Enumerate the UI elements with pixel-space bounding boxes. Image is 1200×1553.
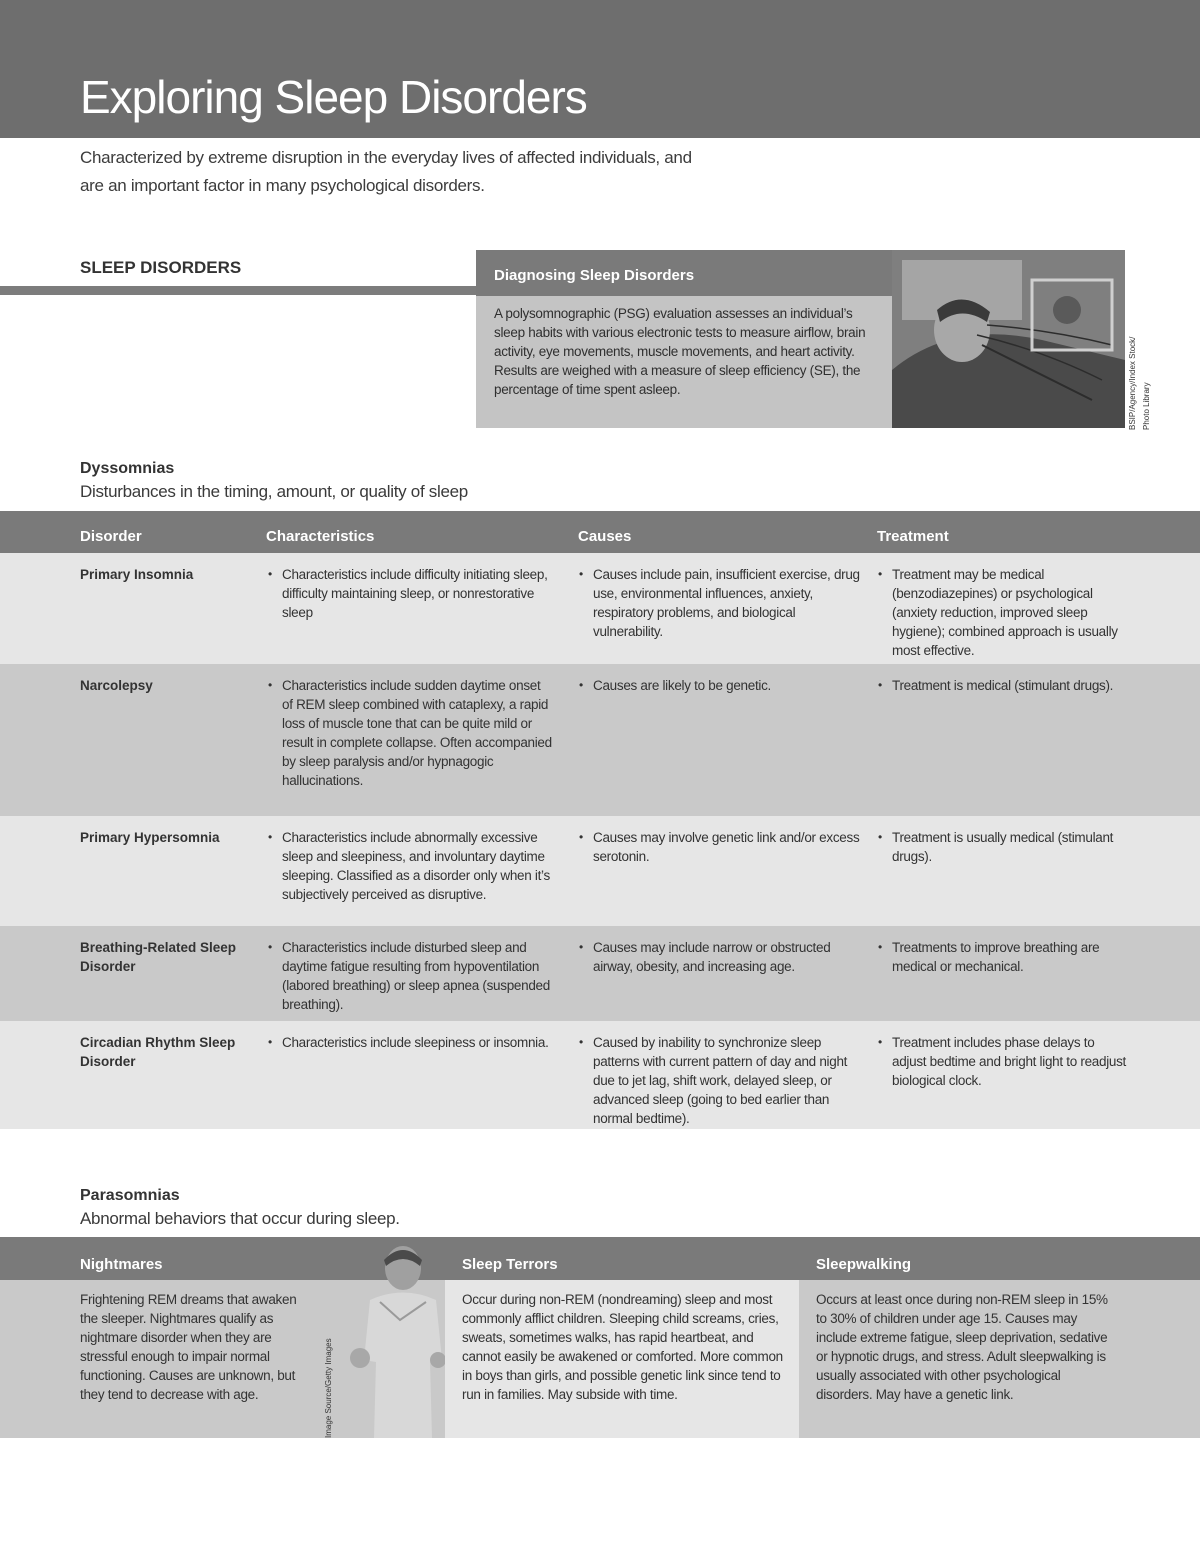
bullet: • [268,1035,272,1049]
sleepwalking-title: Sleepwalking [816,1256,912,1273]
sleepwalking-text: Occurs at least once during non-REM sleep in 15% to 30% of children under age 15. Causes may include extreme fatigue, sleep deprivation, sedative or hypnotic drugs, and stress. Adult sleepwalking is usually associated with other psychological disorders. May have a genetic link. [816,1292,1108,1402]
bullet: • [268,940,272,954]
disorder-name: Primary Insomnia [80,567,194,582]
nightmares-text: Frightening REM dreams that awaken the sleeper. Nightmares qualify as nightmare disorder when they are stressful enough to impair normal functioning. Causes are unknown, but they tend to decrease with age. [80,1292,297,1402]
intro-text [80,144,780,200]
treatment-cell [878,565,1137,660]
column-header-characteristics: Characteristics [266,528,375,545]
sleep-terrors-title: Sleep Terrors [462,1256,558,1273]
intro-line-2: are an important factor in many psychological disorders. [80,176,485,195]
bullet: • [878,1035,882,1049]
disorder-name: Narcolepsy [80,678,153,693]
bullet: • [878,678,882,692]
bullet: • [268,567,272,581]
column-header-causes: Causes [578,528,632,545]
causes-cell [579,565,865,641]
psg-photo-credit-2: Photo Library [1142,382,1151,430]
characteristics-text: Characteristics include abnormally excessive sleep and sleepiness, and involuntary daytime sleeping. Classified as a disorder only when it’s subjectively perceived as disruptive. [282,830,550,902]
treatment-text: Treatments to improve breathing are medical or mechanical. [892,940,1100,974]
characteristics-cell [268,565,562,622]
treatment-text: Treatment is usually medical (stimulant drugs). [892,830,1114,864]
bullet: • [878,567,882,581]
column-header-treatment: Treatment [877,528,949,545]
nightmares-title: Nightmares [80,1256,163,1273]
psg-patient-photo [892,250,1125,428]
intro-line-1: Characterized by extreme disruption in the everyday lives of affected individuals, and [80,148,692,167]
treatment-text: Treatment is medical (stimulant drugs). [892,678,1114,693]
treatment-text: Treatment includes phase delays to adjust bedtime and bright light to readjust biological clock. [892,1035,1127,1088]
section-rule [0,286,476,295]
causes-cell [579,676,865,695]
bullet: • [268,678,272,692]
sleep-terrors-text: Occur during non-REM (nondreaming) sleep and most commonly afflict children. Sleeping child screams, cries, sweats, sometimes walks, has rapid heartbeat, and cannot easily be awakened or comforted. More common in boys than girls, and possible genetic link since tend to run in families. May subside with time. [462,1292,783,1402]
section-label: SLEEP DISORDERS [80,258,242,277]
characteristics-text: Characteristics include sleepiness or insomnia. [282,1035,549,1050]
child-illustration [340,1240,445,1438]
bullet: • [878,830,882,844]
column-header-disorder: Disorder [80,528,142,545]
characteristics-cell [268,938,554,1014]
characteristics-cell [268,676,554,790]
bullet: • [878,940,882,954]
table-row [0,664,1200,816]
causes-text: Causes include pain, insufficient exercise, drug use, environmental influences, anxiety, respiratory problems, and biological vulnerability. [593,567,860,639]
table-row [0,553,1200,664]
table-row [0,816,1200,926]
treatment-text: Treatment may be medical (benzodiazepines) or psychological (anxiety reduction, improved sleep hygiene); combined approach is usually most effective. [892,567,1118,658]
table-row [0,926,1200,1021]
diagnosing-text: A polysomnographic (PSG) evaluation assesses an individual’s sleep habits with various electronic tests to measure airflow, brain activity, eye movements, muscle movements, and heart activity. Results are weighed with a measure of sleep efficiency (SE), the percentage of time spent asleep. [494,306,866,397]
treatment-cell [878,1033,1127,1090]
treatment-cell [878,938,1127,976]
diagnosing-title: Diagnosing Sleep Disorders [494,267,695,284]
bullet: • [579,678,583,692]
parasomnias-header-band [0,1237,1200,1280]
causes-cell [579,1033,868,1128]
dyssomnias-subtitle: Disturbances in the timing, amount, or quality of sleep [80,482,468,501]
page-title: Exploring Sleep Disorders [80,71,587,123]
parasomnias-subtitle: Abnormal behaviors that occur during sleep. [80,1209,400,1228]
causes-text: Caused by inability to synchronize sleep patterns with current pattern of day and night due to jet lag, shift work, delayed sleep, or advanced sleep (going to bed earlier than normal bedtime). [593,1035,848,1126]
bullet: • [579,830,583,844]
bullet: • [268,830,272,844]
table-row [0,1021,1200,1129]
causes-cell [579,938,833,976]
disorder-name: Circadian Rhythm Sleep Disorder [80,1035,236,1069]
characteristics-cell [268,1033,554,1052]
causes-text: Causes are likely to be genetic. [593,678,772,693]
characteristics-text: Characteristics include disturbed sleep and daytime fatigue resulting from hypoventilation (labored breathing) or sleep apnea (suspended breathing). [282,940,550,1012]
table-header-row [0,511,1200,553]
bullet: • [579,940,583,954]
causes-text: Causes may involve genetic link and/or excess serotonin. [593,830,860,864]
treatment-cell [878,676,1122,695]
psg-photo-illustration [892,250,1125,428]
dyssomnias-table [0,511,1200,1129]
characteristics-text: Characteristics include sudden daytime onset of REM sleep combined with cataplexy, a rapid loss of muscle tone that can be quite mild or result in complete collapse. Often accompanied by sleep paralysis and/or hypnagogic hallucinations. [282,678,552,788]
causes-cell [579,828,865,866]
causes-text: Causes may include narrow or obstructed airway, obesity, and increasing age. [593,940,831,974]
characteristics-text: Characteristics include difficulty initiating sleep, difficulty maintaining sleep, or nonrestorative sleep [282,567,548,620]
dyssomnias-title: Dyssomnias [80,460,175,477]
disorder-name: Breathing-Related Sleep Disorder [80,940,237,974]
child-photo [340,1240,445,1438]
psg-photo-credit-1: BSIP/Agency/Index Stock/ [1128,336,1137,430]
diagnosing-box [476,250,1125,428]
characteristics-cell [268,828,554,904]
disorder-name: Primary Hypersomnia [80,830,220,845]
treatment-cell [878,828,1122,866]
bullet: • [579,1035,583,1049]
child-photo-credit: Image Source/Getty Images [324,1338,333,1438]
parasomnias-title: Parasomnias [80,1187,180,1204]
bullet: • [579,567,583,581]
